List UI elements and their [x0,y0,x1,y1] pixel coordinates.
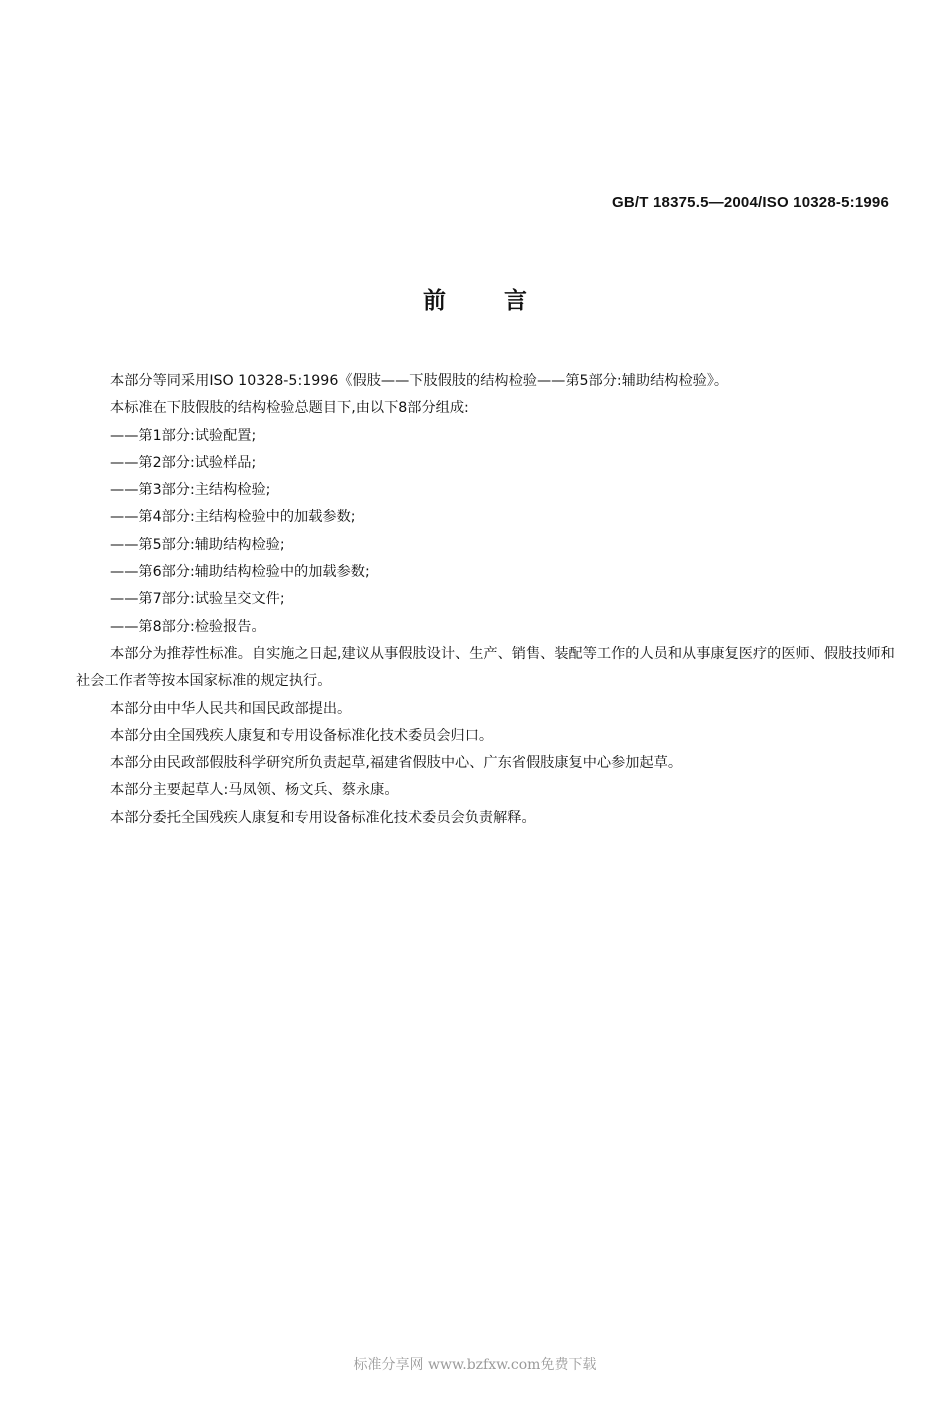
part-list-item: ——第1部分:试验配置; [110,427,257,444]
drafters-paragraph: 本部分主要起草人:马凤领、杨文兵、蔡永康。 [110,782,399,799]
part-list-item: ——第5部分:辅助结构检验; [110,536,285,553]
drafted-by-paragraph: 本部分由民政部假肢科学研究所负责起草,福建省假肢中心、广东省假肢康复中心参加起草。 [110,755,683,772]
page-title: 前言 [423,288,585,314]
composition-paragraph: 本标准在下肢假肢的结构检验总题目下,由以下8部分组成: [110,400,469,417]
part-list-item: ——第6部分:辅助结构检验中的加载参数; [110,564,370,581]
standard-number: GB/T 18375.5—2004/ISO 10328-5:1996 [612,194,889,211]
interpretation-paragraph: 本部分委托全国残疾人康复和专用设备标准化技术委员会负责解释。 [110,809,536,826]
part-list-item: ——第4部分:主结构检验中的加载参数; [110,509,356,526]
foreword-body [76,368,906,832]
centralized-by-paragraph: 本部分由全国残疾人康复和专用设备标准化技术委员会归口。 [110,727,494,744]
intro-paragraph: 本部分等同采用ISO 10328-5:1996《假肢——下肢假肢的结构检验——第5部分:辅助结构检验》。 [110,373,729,389]
footer-watermark: 标准分享网 www.bzfxw.com免费下载 [353,1357,597,1373]
part-list-item: ——第7部分:试验呈交文件; [110,591,285,608]
proposed-by-paragraph: 本部分由中华人民共和国民政部提出。 [110,700,352,717]
recommendation-paragraph: 本部分为推荐性标准。自实施之日起,建议从事假肢设计、生产、销售、装配等工作的人员和从事康复医疗的医师、假肢技师和社会工作者等按本国家标准的规定执行。 [76,645,895,690]
part-list-item: ——第3部分:主结构检验; [110,482,271,499]
part-list-item: ——第8部分:检验报告。 [110,618,266,635]
part-list-item: ——第2部分:试验样品; [110,454,257,471]
